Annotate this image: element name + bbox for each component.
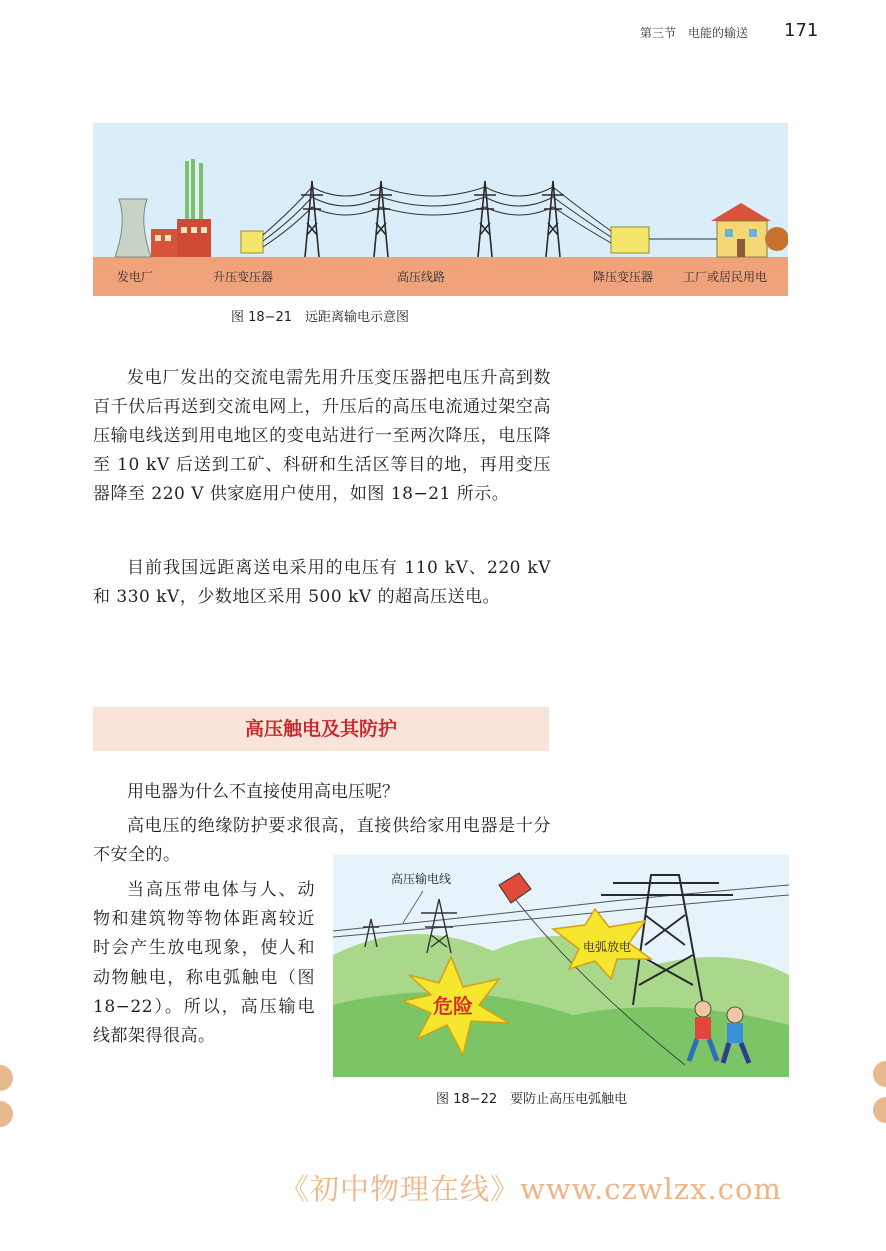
label-step-up-transformer: 升压变压器 xyxy=(213,270,274,284)
paragraph-voltage-levels: 目前我国远距离送电采用的电压有 110 kV、220 kV 和 330 kV，少数地区采用 500 kV 的超高压送电。 xyxy=(93,558,551,607)
power-transmission-illustration xyxy=(93,123,788,296)
label-power-plant: 发电厂 xyxy=(117,270,154,284)
figure-caption-18-22: 图 18−22 要防止高压电弧触电 xyxy=(436,1092,628,1107)
section-question: 用电器为什么不直接使用高电压呢？ xyxy=(127,782,399,802)
edge-tab-left-1 xyxy=(0,1065,13,1091)
label-hv-line: 高压线路 xyxy=(397,270,446,284)
page-number: 171 xyxy=(784,20,819,41)
label-factory-residence: 工厂或居民用电 xyxy=(683,270,768,284)
label-step-down-transformer: 降压变压器 xyxy=(593,270,654,284)
watermark: 《初中物理在线》www.czwlzx.com xyxy=(280,1172,782,1206)
arc-danger-illustration xyxy=(333,855,789,1077)
paragraph-insulation: 高电压的绝缘防护要求很高，直接供给家用电器是十分不安全的。 xyxy=(93,816,551,865)
label-hv-transmission-line: 高压输电线 xyxy=(391,872,452,886)
running-header-section: 第三节 电能的输送 xyxy=(640,26,749,40)
figure-power-transmission xyxy=(93,123,788,296)
paragraph-arc-discharge: 当高压带电体与人、动物和建筑物等物体距离较近时会产生放电现象，使人和动物触电，称电弧触电（图 18−22）。所以，高压输电线都架得很高。 xyxy=(93,880,315,1047)
figure-arc-danger xyxy=(333,855,789,1077)
edge-tab-right-1 xyxy=(873,1061,886,1087)
edge-tab-right-2 xyxy=(873,1097,886,1123)
section-title: 高压触电及其防护 xyxy=(244,718,397,740)
paragraph-transmission: 发电厂发出的交流电需先用升压变压器把电压升高到数百千伏后再送到交流电网上，升压后的高压电流通过架空高压输电线送到用电地区的变电站进行一至两次降压，电压降至 10 kV 后送到工矿、科研和生活区等目的地，再用变压器降至 220 V 供家庭用户使用，如图 18−21 所示。 xyxy=(93,368,551,504)
figure-caption-18-21: 图 18−21 远距离输电示意图 xyxy=(230,310,410,325)
edge-tab-left-2 xyxy=(0,1101,13,1127)
label-arc-discharge: 电弧放电 xyxy=(583,940,632,954)
label-danger: 危险 xyxy=(433,994,473,1018)
section-banner xyxy=(93,707,549,751)
